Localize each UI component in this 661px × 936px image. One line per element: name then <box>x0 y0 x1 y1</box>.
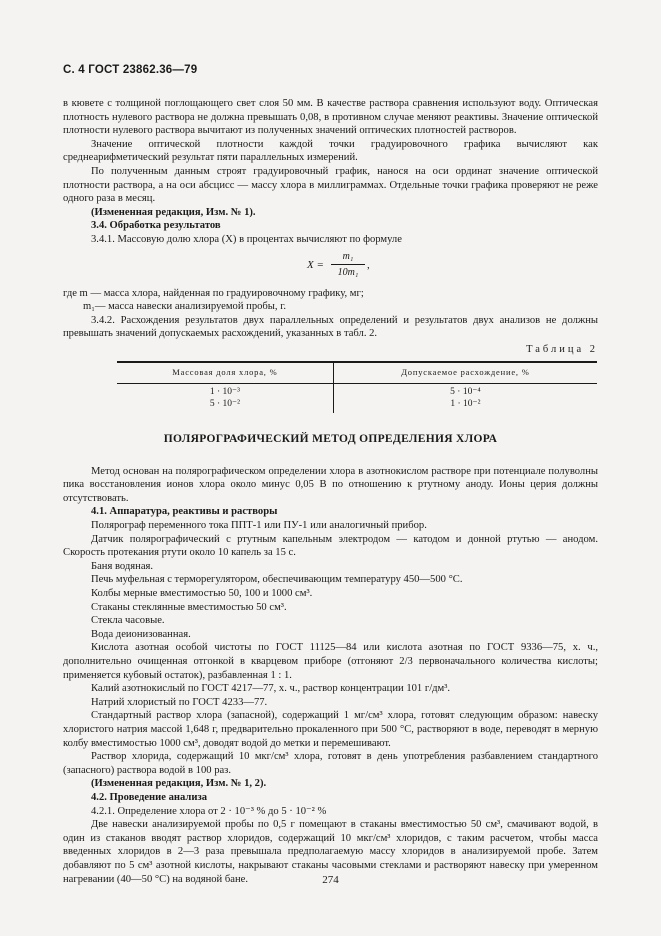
paragraph: Метод основан на полярографическом определении хлора в азотнокислом растворе при потенциале полуволны пика восстановления ионов хлора около минус 0,05 В по отношению к ртутному аноду. Ионы церия должны отсутствовать. <box>63 465 598 504</box>
section-heading: 3.4. Обработка результатов <box>91 220 221 232</box>
list-item: Раствор хлорида, содержащий 10 мкг/см³ хлора, готовят в день употребления разбавлением стандартного (запасного) раствора водой в 100 раз. <box>63 751 598 776</box>
list-item: Вода деионизованная. <box>91 628 191 640</box>
amendment-note: (Измененная редакция, Изм. № 1). <box>91 206 256 218</box>
formula-lhs: X = <box>307 258 324 271</box>
list-item: Стандартный раствор хлора (запасной), содержащий 1 мг/см³ хлора, готовят следующим образом: навеску хлористого натрия массой 1,648 г, предварительно прокаленного при 500 °С, растворяют в воде, переводят в мерную колбу вместимостью 1000 см³, доводят водой до метки и перемешивают. <box>63 710 598 749</box>
section-title: ПОЛЯРОГРАФИЧЕСКИЙ МЕТОД ОПРЕДЕЛЕНИЯ ХЛОРА <box>163 433 498 446</box>
amendment-note: (Измененная редакция, Изм. № 1, 2). <box>91 778 267 790</box>
list-item: Кислота азотная особой чистоты по ГОСТ 11125—84 или кислота азотная по ГОСТ 9336—75, х. ч., дополнительно очищенная отгонкой в кварцевом приборе (отгоняют 2/3 первоначального количества кислоты; применяется кубовый остаток), разбавленная 1 : 1. <box>63 642 598 681</box>
section-heading: 4.1. Аппаратура, реактивы и растворы <box>91 506 278 518</box>
formula-legend: m₁— масса навески анализируемой пробы, г. <box>83 301 287 313</box>
paragraph: Значение оптической плотности каждой точки градуировочного графика вычисляют как среднеарифметический результат пяти параллельных измерений. <box>63 138 598 164</box>
formula-tail: , <box>367 258 370 271</box>
list-item: Печь муфельная с терморегулятором, обеспечивающим температуру 450—500 °С. <box>91 574 463 586</box>
table-cell: 1 · 10⁻² <box>450 398 481 409</box>
list-item: Полярограф переменного тока ППТ-1 или ПУ-1 или аналогичный прибор. <box>91 520 427 532</box>
list-item: Натрий хлористый по ГОСТ 4233—77. <box>91 696 268 708</box>
page-header: С. 4 ГОСТ 23862.36—79 <box>63 64 198 76</box>
document-body <box>63 97 598 886</box>
table-row <box>117 384 597 399</box>
table-2 <box>117 361 597 414</box>
page-number: 274 <box>322 874 339 886</box>
list-item: Колбы мерные вместимостью 50, 100 и 1000 см³. <box>91 588 313 600</box>
table-cell: 5 · 10⁻⁴ <box>450 387 481 398</box>
formula-fraction <box>331 250 365 280</box>
table-row <box>117 399 597 414</box>
table-caption: Таблица 2 <box>526 343 598 355</box>
list-item: Стаканы стеклянные вместимостью 50 см³. <box>91 601 287 613</box>
paragraph: 3.4.2. Расхождения результатов двух параллельных определений и результатов двух анализов не должны превышать значений допускаемых расхождений, указанных в табл. 2. <box>63 314 598 340</box>
table-cell: 1 · 10⁻³ <box>117 384 333 399</box>
paragraph: Две навески анализируемой пробы по 0,5 г помещают в стаканы вместимостью 50 см³, смачивают водой, в один из стаканов вводят раствор хлоридов, содержащий 10 мкг/см³ хлоридов, с таким расчетом, чтобы масса введенных хлоридов в 2—3 раза превышала предполагаемую массу хлоридов в анализируемой пробе. Затем добавляют по 5 см³ азотной кислоты, накрывают стаканы часовыми стеклами и растворяют навеску при умеренном нагревании (40—50 °С) на водяной бане. <box>63 819 598 885</box>
list-item: Стекла часовые. <box>91 615 165 627</box>
paragraph: 3.4.1. Массовую долю хлора (X) в процентах вычисляют по формуле <box>91 233 402 245</box>
table-cell: 5 · 10⁻² <box>117 399 333 414</box>
table-header-cell: Массовая доля хлора, % <box>117 362 333 384</box>
table-header-cell: Допускаемое расхождение, % <box>333 362 597 384</box>
formula-denominator: 10m₁ <box>337 267 359 279</box>
paragraph: По полученным данным строят градуировочный график, нанося на оси ординат значение оптической плотности раствора, а на оси абсцисс — массу хлора в миллиграммах. Отдельные точки графика проверяют не реже одного раза в месяц. <box>63 165 598 205</box>
paragraph: в кювете с толщиной поглощающего свет слоя 50 мм. В качестве раствора сравнения используют воду. Оптическая плотность нулевого раствора не должна превышать 0,08, в противном случае меняют реактивы. Значение оптической плотности нулевого раствора вычитают из полученных значений оптических плотностей растворов. <box>63 98 598 137</box>
formula-numerator: m₁ <box>331 250 365 266</box>
list-item: Баня водяная. <box>91 560 154 572</box>
list-item: Датчик полярографический с ртутным капельным электродом — катодом и донной ртутью — анодом. Скорость протекания ртути около 10 капель за 15 с. <box>63 533 598 559</box>
formula-legend: где m — масса хлора, найденная по градуировочному графику, мг; <box>63 287 364 299</box>
paragraph: 4.2.1. Определение хлора от 2 · 10⁻³ % до 5 · 10⁻² % <box>91 805 327 817</box>
formula <box>63 250 598 284</box>
list-item: Калий азотнокислый по ГОСТ 4217—77, х. ч., раствор концентрации 101 г/дм³. <box>91 683 451 695</box>
section-heading: 4.2. Проведение анализа <box>91 791 207 803</box>
